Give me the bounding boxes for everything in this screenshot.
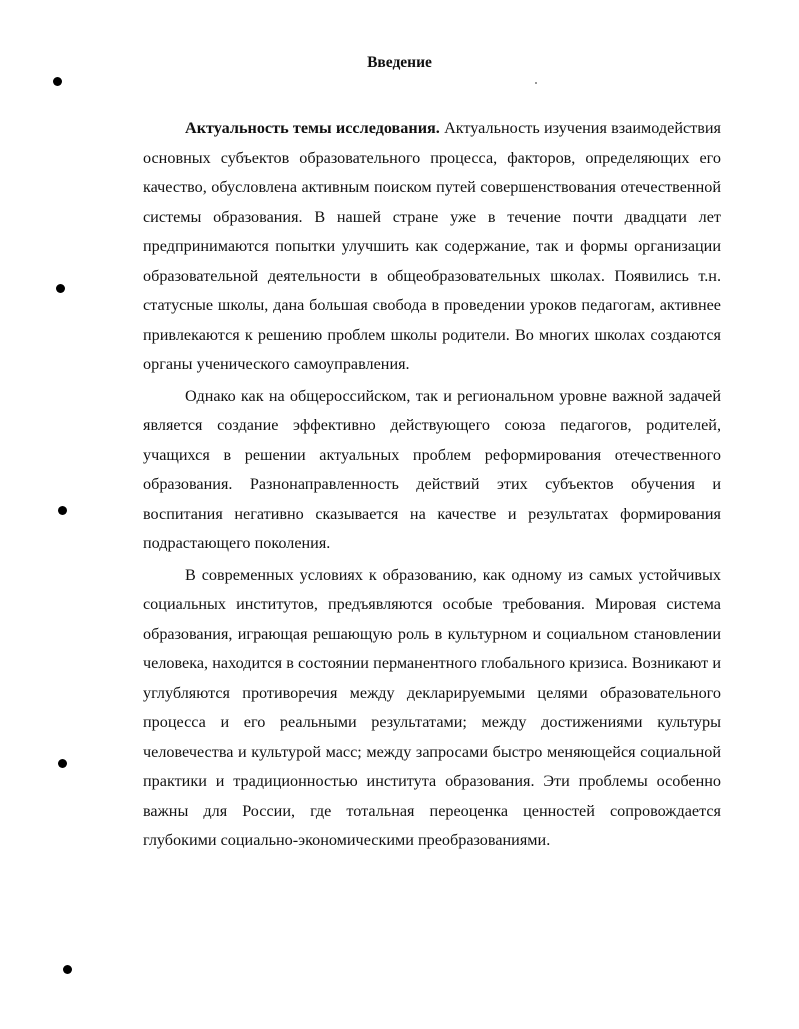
paragraph [143,382,721,559]
punch-hole-mark [63,965,72,974]
scan-speck [535,82,537,84]
punch-hole-mark [56,284,65,293]
punch-hole-mark [53,77,62,86]
paragraph [143,114,721,380]
paragraph-text: Актуальность изучения взаимодействия основных субъектов образовательного процесса, факторов, определяющих его качество, обусловлена активным поиском путей совершенствования отечественной системы образования. В нашей стране уже в течение почти двадцати лет предпринимаются попытки улучшить как содержание, так и формы организации образовательной деятельности в общеобразовательных школах. Появились т.н. статусные школы, дана большая свобода в проведении уроков педагогам, активнее привлекаются к решению проблем школы родители. Во многих школах создаются органы ученического самоуправления. [143,119,721,373]
body-text [143,114,721,856]
page-title: Введение [367,54,432,71]
paragraph-lead: Актуальность темы исследования. [185,119,440,137]
paragraph [143,561,721,856]
punch-hole-mark [58,506,67,515]
paragraph-text: В современных условиях к образованию, как одному из самых устойчивых социальных институтов, предъявляются особые требования. Мировая система образования, играющая решающую роль в культурном и социальном становлении человека, находится в состоянии перманентного глобального кризиса. Возникают и углубляются противоречия между декларируемыми целями образовательного процесса и его реальными результатами; между достижениями культуры человечества и культурой масс; между запросами быстро меняющейся социальной практики и традиционностью института образования. Эти проблемы особенно важны для России, где тотальная переоценка ценностей сопровождается глубокими социально-экономическими преобразованиями. [143,565,721,849]
punch-hole-mark [58,759,67,768]
paragraph-text: Однако как на общероссийском, так и региональном уровне важной задачей является создание эффективно действующего союза педагогов, родителей, учащихся в решении актуальных проблем реформирования отечественного образования. Разнонаправленность действий этих субъектов обучения и воспитания негативно сказывается на качестве и результатах формирования подрастающего поколения. [143,386,721,552]
